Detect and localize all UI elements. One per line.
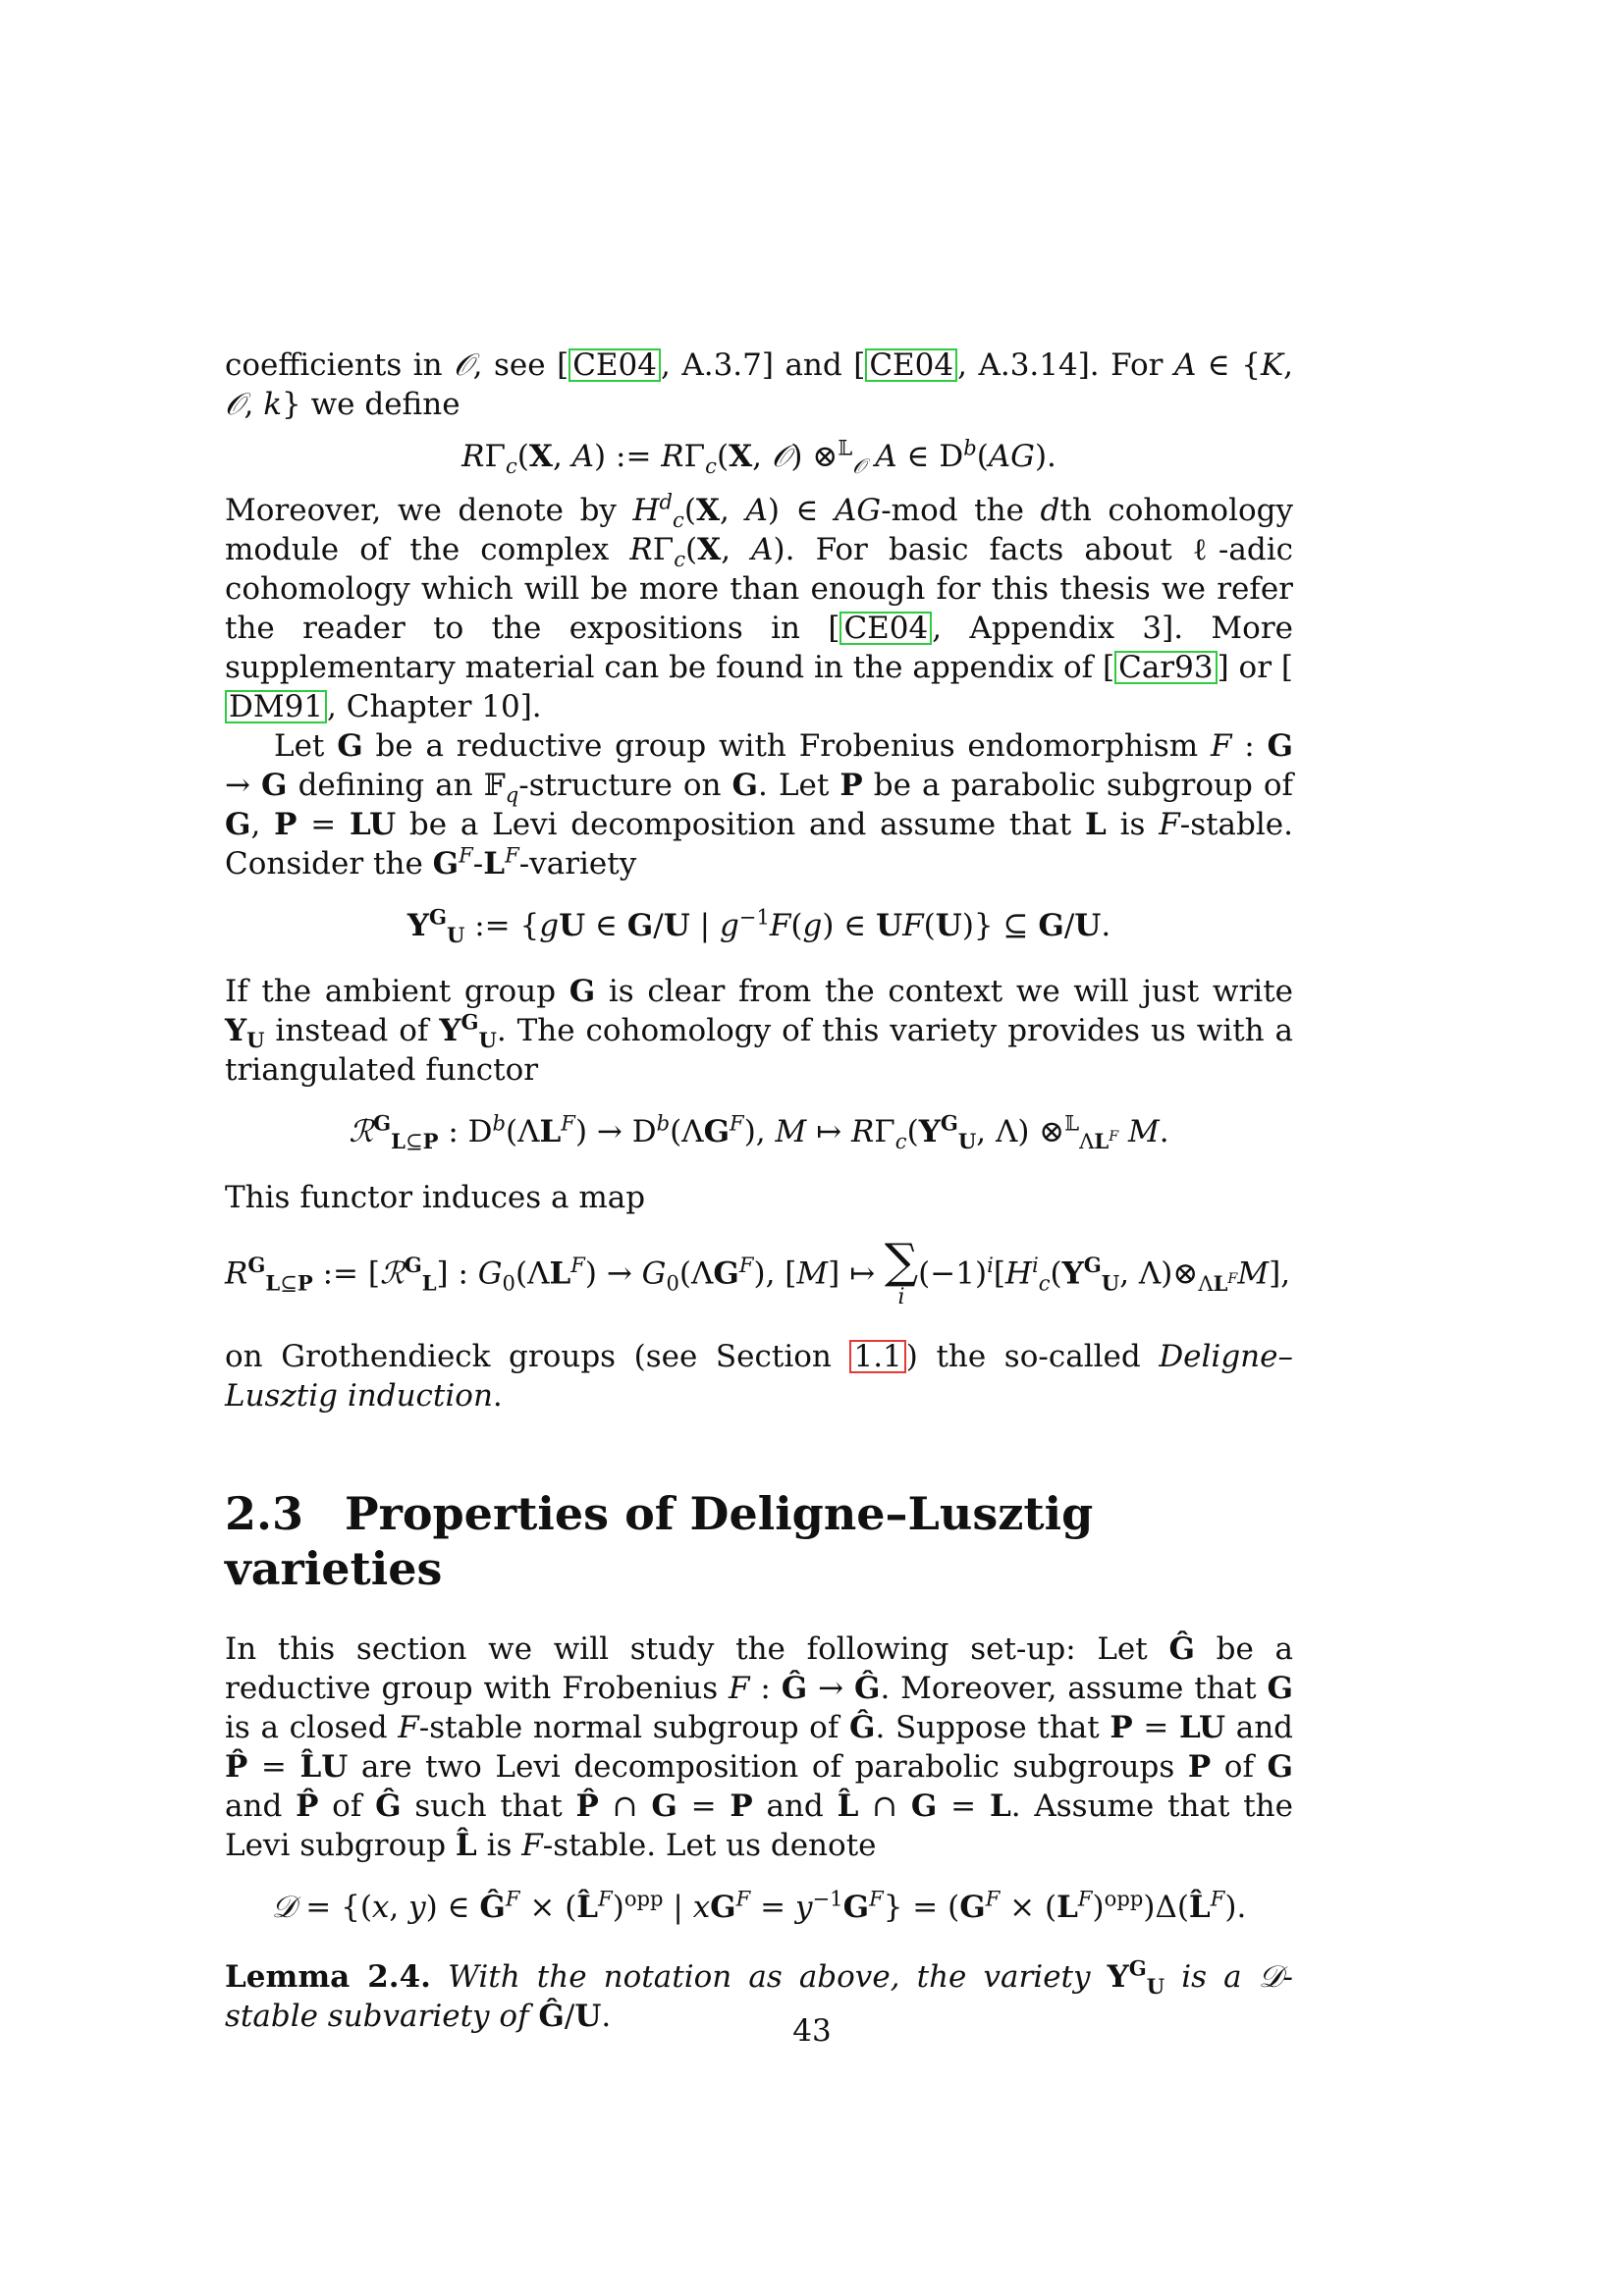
- paragraph-reductive-group: Let G be a reductive group with Frobenius endomorphism F : G → G defining an 𝔽$_q$-structure on G. Let P be a parabolic subgroup of G, P = LU be a Levi decomposition and assume that L is F-stable. Consider the $G^F-L^F$-variety: [225, 728, 1293, 881]
- page-body: [225, 346, 1293, 2036]
- paragraph-setup: In this section we will study the following set-up: Let Ĝ be a reductive group with Frobenius F : Ĝ → Ĝ. Moreover, assume that G is a closed F-stable normal subgroup of Ĝ. Suppose that P = LU and P̂ = L̂U are two Levi decomposition of parabolic subgroups P of G and P̂ of Ĝ such that P̂ ∩ G = P and L̂ ∩ G = L. Assume that the Levi subgroup L̂ is F-stable. Let us denote: [225, 1631, 1294, 1863]
- section-title: Properties of Deligne–Lusztig varieties: [225, 1487, 1094, 1595]
- paragraph-grothendieck: on Grothendieck groups (see Section 1.1 ) the so-called Deligne–Lusztig induction.: [225, 1339, 1293, 1414]
- page-number: 43: [792, 2013, 832, 2049]
- lemma-2-4: Lemma 2.4. With the notation as above, the variety $Y^G_U$ is a 𝒟-stable subvariety of Ĝ/U.: [225, 1955, 1293, 2034]
- citation-link[interactable]: CE04: [839, 612, 932, 645]
- paragraph-cohomology-module: Moreover, we denote by $H^d_c(X$, A) ∈ AG-mod the dth cohomology module of the complex $R\Gamma_c(X$, A). For basic facts about ℓ-adic cohomology which will be more than enough for this thesis we refer the reader to the expositions in [ CE04 , Appendix 3]. More supplementary material can be found in the appendix of [ Car93 ] or [DM91 , Chapter 10].: [225, 489, 1294, 724]
- equation-functor-r: ℛ$^G_{L⊆P}$ : $D^b(\Lambda L^F) \to D^b(\Lambda G^F)$, M ↦ $R\Gamma_c(Y^G_U$, Λ) ⊗$^𝕃_{\Lambda L^F}$ M.: [349, 1110, 1169, 1154]
- lemma-label: Lemma 2.4.: [225, 1959, 431, 1995]
- paragraph-coefficients: coefficients in 𝒪, see [ CE04 , A.3.7] and [ CE04 , A.3.14]. For A ∈ {K, 𝒪, k} we define: [225, 347, 1293, 422]
- section-number: 2.3: [225, 1487, 304, 1540]
- equation-induction-map: $R^G_{L⊆P}$ := [ℛ$^G_L$] : $G_0(\Lambda L^F) \to G_0(\Lambda G^F)$, [M] ↦ ∑ i $(-1)^i[H^i_c(Y^G_U$, $\Lambda)\otimes_{\Lambda L^F}M$],: [225, 1234, 1291, 1309]
- citation-link[interactable]: Car93: [1114, 651, 1217, 684]
- section-reference-link[interactable]: 1.1: [849, 1340, 905, 1373]
- citation-link[interactable]: CE04: [865, 348, 957, 382]
- section-heading: [225, 1486, 1293, 1596]
- equation-rgamma-definition: $R\Gamma_c(X$, A) := $R\Gamma_c(X$, 𝒪) ⊗$^𝕃_𝒪$ A ∈ $D^b(AG)$.: [461, 435, 1056, 479]
- citation-link[interactable]: CE04: [568, 348, 661, 382]
- citation-link[interactable]: DM91: [225, 690, 327, 723]
- equation-d-set: 𝒟 = {(x, y) ∈ $Ĝ^F$ × (L̂$^F$)$^{opp}$ | $xG^F = y^{-1}G^F\} = (G^F$ × $(L^F)^{opp})\Delta(L̂^F)$.: [271, 1886, 1247, 1925]
- paragraph-ambient-group: If the ambient group G is clear from the context we will just write $Y_U$ instead of $Y^G_U$. The cohomology of this variety provides us with a triangulated functor: [225, 974, 1294, 1088]
- equation-variety-y: $Y^G_U$ := {gU ∈ G/U | $g^{-1}F(g)$ ∈ UF(U)} ⊆ G/U.: [406, 904, 1111, 948]
- paragraph-functor-induces: This functor induces a map: [225, 1180, 646, 1215]
